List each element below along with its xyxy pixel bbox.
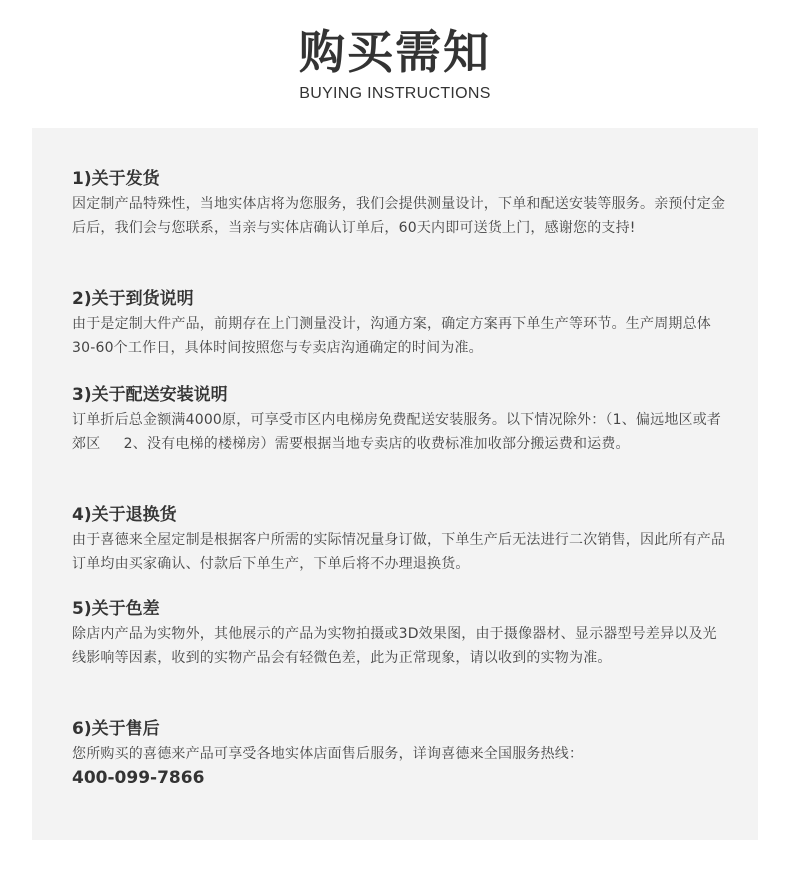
section-returns (72, 504, 728, 576)
section-body: 由于是定制大件产品，前期存在上门测量没计，沟通方案，确定方案再下单生产等环节。生产周期总体30-60个工作日，具体时间按照您与专卖店沟通确定的时间为准。 (72, 316, 711, 356)
section-heading: 4)关于退换货 (72, 505, 177, 525)
section-body: 由于喜德来全屋定制是根据客户所需的实际情况量身订做，下单生产后无法进行二次销售，因此所有产品订单均由买家确认、付款后下单生产，下单后将不办理退换货。 (72, 532, 726, 572)
section-color-difference (72, 598, 728, 670)
section-body: 除店内产品为实物外，其他展示的产品为实物拍摄或3D效果图，由于摄像器材、显示器型号差异以及光线影响等因素，收到的实物产品会有轻微色差，此为正常现象，请以收到的实物为准。 (72, 626, 717, 666)
service-hotline: 400-099-7866 (72, 768, 205, 788)
section-arrival (72, 288, 728, 360)
section-heading: 3)关于配送安装说明 (72, 385, 228, 405)
instructions-panel (32, 128, 758, 840)
page-title: 购买需知 (299, 25, 491, 79)
section-heading: 5)关于色差 (72, 599, 160, 619)
section-shipping (72, 168, 728, 240)
section-heading: 6)关于售后 (72, 719, 160, 739)
page-subtitle: BUYING INSTRUCTIONS (299, 85, 491, 102)
section-body: 您所购买的喜德来产品可享受各地实体店面售后服务，详询喜德来全国服务热线： (72, 746, 584, 762)
section-body: 因定制产品特殊性，当地实体店将为您服务，我们会提供测量设计，下单和配送安装等服务。亲预付定金后后，我们会与您联系，当亲与实体店确认订单后，60天内即可送货上门，感谢您的支持! (72, 196, 726, 236)
section-body: 订单折后总金额满4000原，可享受市区内电梯房免费配送安装服务。以下情况除外：（1、偏远地区或者郊区 2、没有电梯的楼梯房）需要根据当地专卖店的收费标准加收部分搬运费和运费。 (72, 412, 722, 452)
section-heading: 1)关于发货 (72, 169, 160, 189)
section-delivery-installation (72, 384, 728, 456)
section-after-sales (72, 718, 728, 790)
section-heading: 2)关于到货说明 (72, 289, 194, 309)
